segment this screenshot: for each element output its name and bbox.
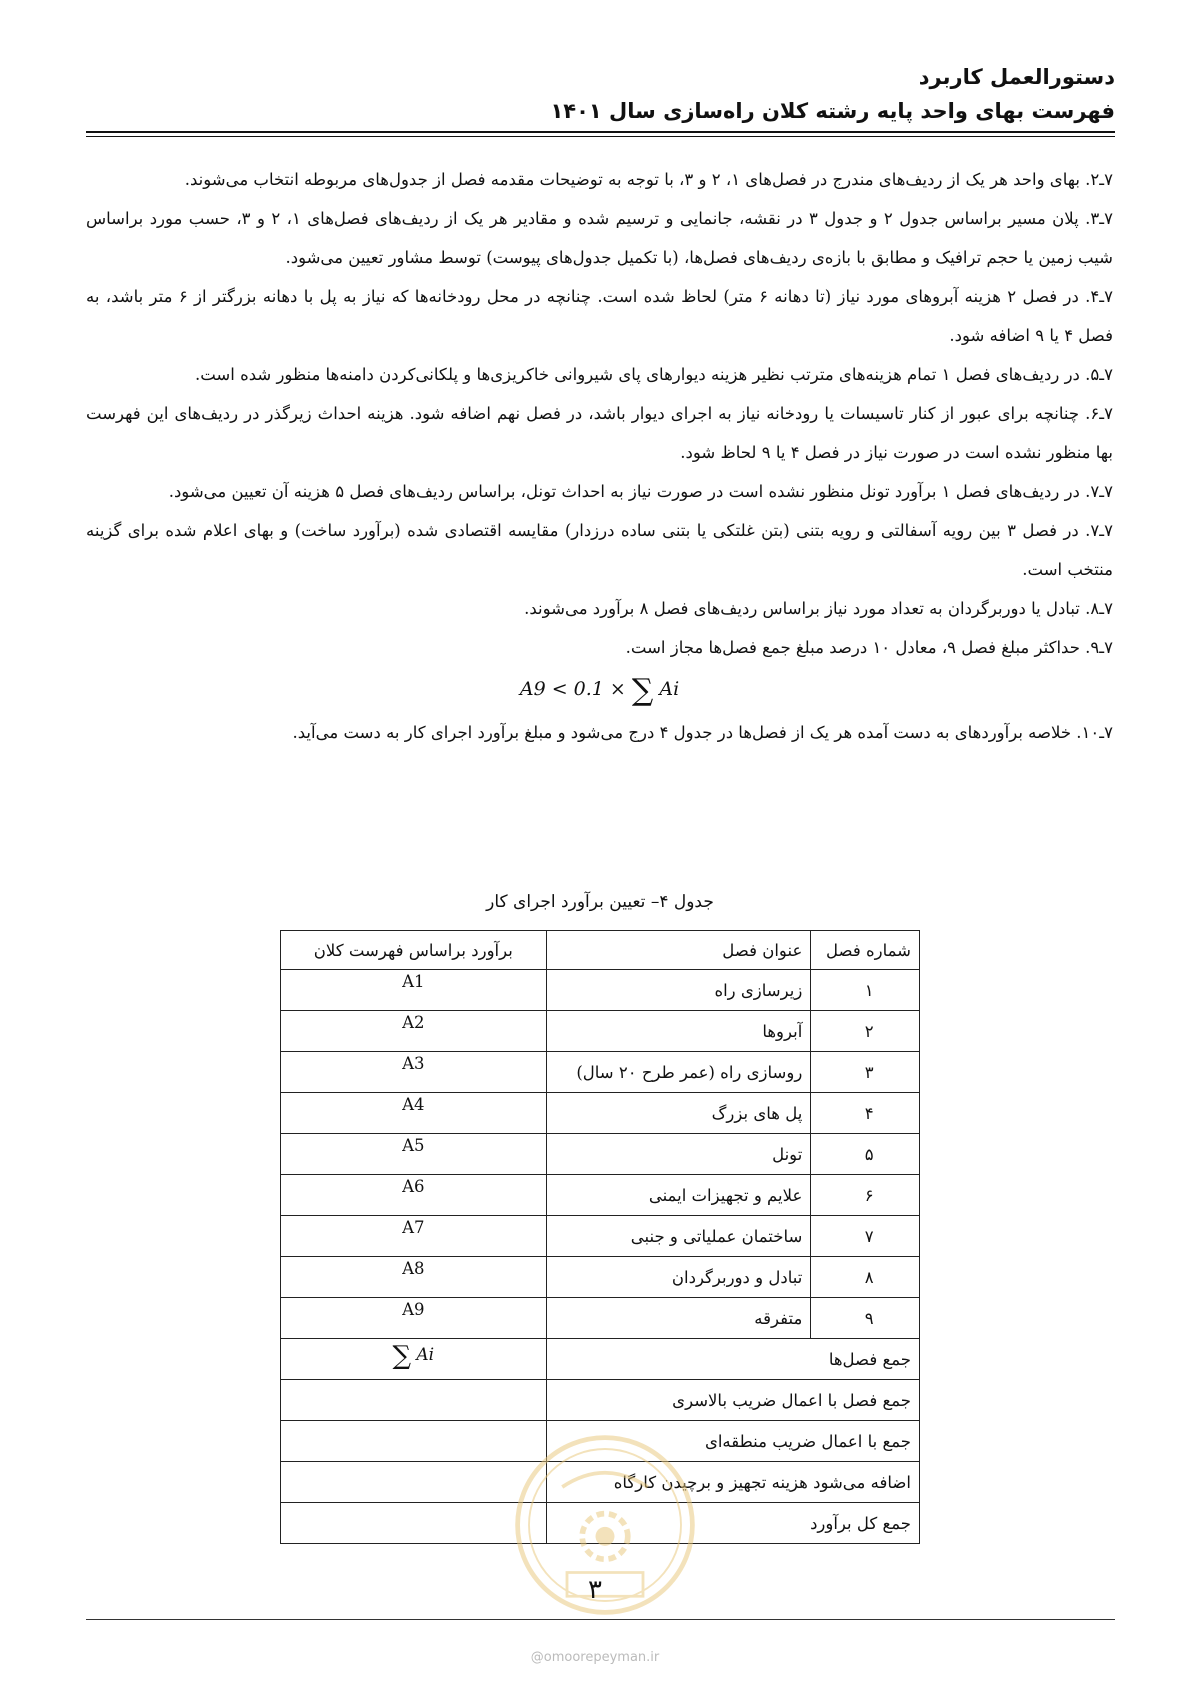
chapter-title: پل های بزرگ [546,1093,811,1134]
summary-estimate [281,1339,547,1380]
paragraph-7-7a: ۷ـ۷. در ردیف‌های فصل ۱ برآورد تونل منظور نشده است در صورت نیاز به احداث تونل، براساس ردیف‌های فصل ۵ هزینه آن تعیین می‌شود. [168,482,1113,501]
summary-row [281,1380,920,1421]
footer-site: @omoorepeyman.ir [530,1650,660,1665]
footer-rule [86,1619,1115,1620]
chapter-number: ۴ [811,1093,920,1134]
chapter-title: زیرسازی راه [546,970,811,1011]
chapter-number: ۱ [811,970,920,1011]
table-caption: جدول ۴– تعیین برآورد اجرای کار [486,892,714,912]
table-row [281,970,920,1011]
sum-symbol: ∑ [631,673,654,708]
table-row [281,1011,920,1052]
formula-right: Ai [659,678,680,700]
chapter-title: تبادل و دوربرگردان [546,1257,811,1298]
formula-left: A9 < 0.1 × [519,678,626,700]
chapter-estimate: A8 [281,1257,547,1298]
table-row [281,1052,920,1093]
summary-estimate [281,1503,547,1544]
summary-label: جمع کل برآورد [546,1503,919,1544]
table-row [281,1093,920,1134]
summary-estimate [281,1421,547,1462]
chapter-title: متفرقه [546,1298,811,1339]
header-chapter-number: شماره فصل [811,931,920,970]
paragraph-7-6: ۷ـ۶. چنانچه برای عبور از کنار تاسیسات یا رودخانه نیاز به اجرای دیوار باشد، در فصل نهم اضافه شود. هزینه احداث زیرگذر در ردیف‌های این فهرست بها منظور نشده است در صورت نیاز در فصل ۴ یا ۹ لحاظ شود. [86,404,1113,462]
paragraph-7-10: ۷ـ۱۰. خلاصه برآوردهای به دست آمده هر یک از فصل‌ها در جدول ۴ درج می‌شود و مبلغ برآورد اجرای کار به دست می‌آید. [292,723,1113,742]
summary-row [281,1339,920,1380]
chapter-number: ۸ [811,1257,920,1298]
chapter-number: ۳ [811,1052,920,1093]
chapter-estimate: A2 [281,1011,547,1052]
summary-label: جمع با اعمال ضریب منطقه‌ای [546,1421,919,1462]
chapter-number: ۲ [811,1011,920,1052]
paragraph-7-5: ۷ـ۵. در ردیف‌های فصل ۱ تمام هزینه‌های مترتب نظیر هزینه دیوارهای پای شیروانی خاکریزی‌ها و پلکانی‌کردن دامنه‌ها منظور شده است. [194,365,1113,384]
summary-estimate [281,1462,547,1503]
summary-label: اضافه می‌شود هزینه تجهیز و برچیدن کارگاه [546,1462,919,1503]
formula [86,667,1113,713]
chapter-estimate: A3 [281,1052,547,1093]
table-row [281,1175,920,1216]
table-row [281,1298,920,1339]
summary-label: جمع فصل با اعمال ضریب بالاسری [546,1380,919,1421]
chapter-estimate: A7 [281,1216,547,1257]
sum-symbol: ∑ [392,1341,412,1371]
page-header [550,62,1115,128]
chapter-estimate: A5 [281,1134,547,1175]
chapter-estimate: A6 [281,1175,547,1216]
chapter-title: آبروها [546,1011,811,1052]
chapter-title: علایم و تجهیزات ایمنی [546,1175,811,1216]
paragraph-7-9: ۷ـ۹. حداکثر مبلغ فصل ۹، معادل ۱۰ درصد مبلغ جمع فصل‌ها مجاز است. [625,638,1113,657]
chapter-title: روسازی راه (عمر طرح ۲۰ سال) [546,1052,811,1093]
summary-value: Ai [416,1345,435,1365]
chapter-number: ۹ [811,1298,920,1339]
header-subtitle: فهرست بهای واحد پایه رشته کلان راه‌سازی سال ۱۴۰۱ [550,99,1115,123]
page-number: ۳ [588,1575,602,1605]
chapter-title: ساختمان عملیاتی و جنبی [546,1216,811,1257]
table-row [281,1134,920,1175]
summary-estimate [281,1380,547,1421]
header-rule-thick [86,131,1115,133]
chapter-number: ۵ [811,1134,920,1175]
chapter-estimate: A4 [281,1093,547,1134]
table-header-row [281,931,920,970]
paragraph-7-8: ۷ـ۸. تبادل یا دوربرگردان به تعداد مورد نیاز براساس ردیف‌های فصل ۸ برآورد می‌شوند. [524,599,1113,618]
header-rule-thin [86,136,1115,137]
body-text [86,160,1113,752]
header-title: دستورالعمل کاربرد [918,65,1115,89]
table-row [281,1216,920,1257]
chapter-estimate: A9 [281,1298,547,1339]
chapter-number: ۶ [811,1175,920,1216]
chapter-number: ۷ [811,1216,920,1257]
paragraph-7-7b: ۷ـ۷. در فصل ۳ بین رویه آسفالتی و رویه بتنی (بتن غلتکی یا بتنی ساده درزدار) مقایسه اقتصادی شده (برآورد ساخت) و بهای اعلام شده برای گزینه منتخب است. [86,521,1113,579]
paragraph-7-3: ۷ـ۳. پلان مسیر براساس جدول ۲ و جدول ۳ در نقشه، جانمایی و ترسیم شده و مقادیر هر یک از ردیف‌های فصل‌های ۱، ۲ و ۳، حسب مورد براساس شیب زمین یا حجم ترافیک و مطابق با بازه‌ی ردیف‌های فصل‌ها، (با تکمیل جدول‌های پیوست) توسط مشاور تعیین می‌شود. [86,209,1113,267]
table-row [281,1257,920,1298]
chapter-title: تونل [546,1134,811,1175]
header-estimate: برآورد براساس فهرست کلان [281,931,547,970]
paragraph-7-4: ۷ـ۴. در فصل ۲ هزینه آبروهای مورد نیاز (تا دهانه ۶ متر) لحاظ شده است. چنانچه در محل رودخانه‌ها که نیاز به پل با دهانه بزرگتر از ۶ متر باشد، به فصل ۴ یا ۹ اضافه شود. [86,287,1113,345]
summary-label: جمع فصل‌ها [546,1339,919,1380]
paragraph-7-2: ۷ـ۲. بهای واحد هر یک از ردیف‌های مندرج در فصل‌های ۱، ۲ و ۳، با توجه به توضیحات مقدمه فصل از جدول‌های مربوطه انتخاب می‌شوند. [184,170,1113,189]
chapter-estimate: A1 [281,970,547,1011]
header-chapter-title: عنوان فصل [546,931,811,970]
